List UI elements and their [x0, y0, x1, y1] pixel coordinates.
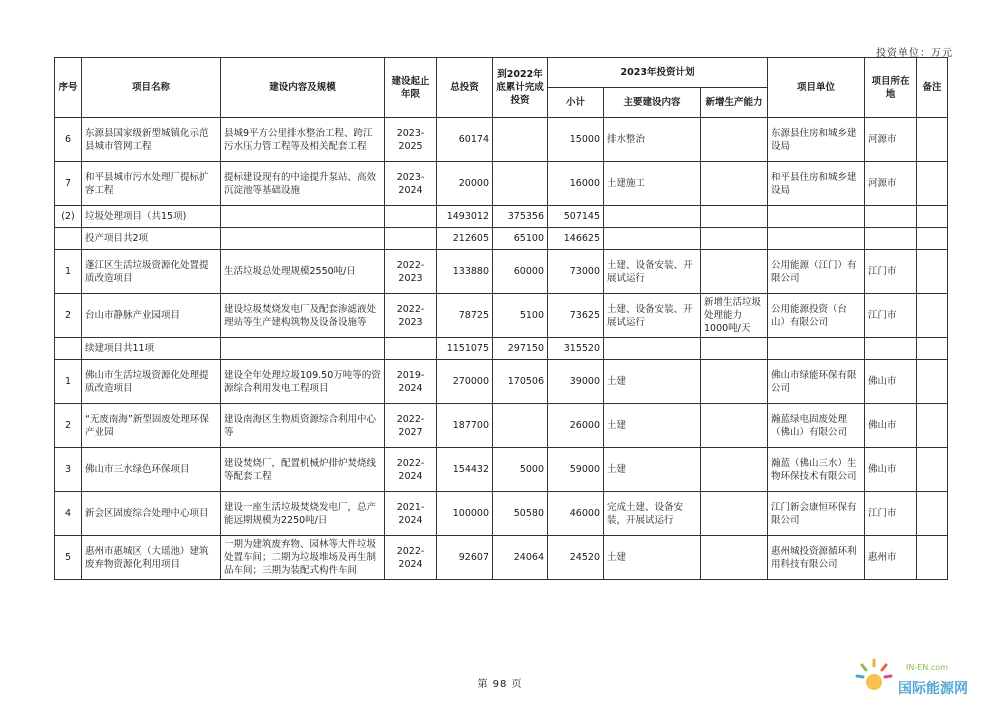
cell-content: 建设全年处理垃圾109.50万吨等的资源综合利用发电工程项目	[221, 360, 385, 404]
investment-table	[54, 57, 948, 580]
cell-main	[604, 206, 701, 228]
cell-unit	[768, 338, 865, 360]
cell-seq: 3	[55, 448, 82, 492]
cell-period	[385, 206, 437, 228]
cell-subtotal: 39000	[548, 360, 604, 404]
cell-seq: 2	[55, 404, 82, 448]
table-row	[55, 536, 948, 580]
cell-note	[917, 228, 948, 250]
cell-unit: 江门新会康恒环保有限公司	[768, 492, 865, 536]
cell-done	[493, 118, 548, 162]
cell-done: 24064	[493, 536, 548, 580]
cell-unit	[768, 206, 865, 228]
table-row	[55, 206, 948, 228]
cell-content	[221, 206, 385, 228]
header-seq: 序号	[55, 58, 82, 118]
cell-main: 土建	[604, 448, 701, 492]
cell-capacity	[701, 338, 768, 360]
cell-subtotal: 315520	[548, 338, 604, 360]
header-new-capacity: 新增生产能力	[701, 88, 768, 118]
cell-name: 和平县城市污水处理厂提标扩容工程	[82, 162, 221, 206]
cell-note	[917, 492, 948, 536]
cell-period	[385, 228, 437, 250]
cell-name: 台山市静脉产业园项目	[82, 294, 221, 338]
cell-capacity	[701, 360, 768, 404]
cell-unit: 东源县住房和城乡建设局	[768, 118, 865, 162]
cell-unit: 惠州城投资源循环利用科技有限公司	[768, 536, 865, 580]
cell-seq	[55, 338, 82, 360]
cell-capacity	[701, 206, 768, 228]
cell-done: 50580	[493, 492, 548, 536]
cell-done	[493, 404, 548, 448]
table-row	[55, 492, 948, 536]
cell-name: 佛山市三水绿色环保项目	[82, 448, 221, 492]
unit-label: 投资单位：万元	[876, 48, 953, 59]
cell-content: 建设一座生活垃圾焚烧发电厂，总产能远期规模为2250吨/日	[221, 492, 385, 536]
cell-total: 187700	[437, 404, 493, 448]
cell-main: 土建	[604, 360, 701, 404]
cell-note	[917, 404, 948, 448]
cell-main: 土建、设备安装、开展试运行	[604, 294, 701, 338]
table-row	[55, 294, 948, 338]
table-row	[55, 404, 948, 448]
cell-location: 佛山市	[865, 404, 917, 448]
cell-location: 惠州市	[865, 536, 917, 580]
cell-name: 投产项目共2项	[82, 228, 221, 250]
watermark-name: 国际能源网	[898, 681, 968, 697]
cell-subtotal: 146625	[548, 228, 604, 250]
cell-content	[221, 338, 385, 360]
cell-location	[865, 338, 917, 360]
cell-unit: 瀚蓝绿电固废处理（佛山）有限公司	[768, 404, 865, 448]
cell-capacity	[701, 448, 768, 492]
cell-done: 170506	[493, 360, 548, 404]
cell-main	[604, 338, 701, 360]
cell-capacity	[701, 536, 768, 580]
cell-seq: 1	[55, 360, 82, 404]
cell-content: 一期为建筑废弃物、园林等大件垃圾处置车间；二期为垃圾堆场及再生制品车间；三期为装配式构件车间	[221, 536, 385, 580]
cell-location: 河源市	[865, 118, 917, 162]
cell-content	[221, 228, 385, 250]
table-row	[55, 228, 948, 250]
cell-total: 154432	[437, 448, 493, 492]
cell-subtotal: 73000	[548, 250, 604, 294]
cell-seq: (2)	[55, 206, 82, 228]
cell-total: 60174	[437, 118, 493, 162]
cell-unit	[768, 228, 865, 250]
cell-total: 133880	[437, 250, 493, 294]
table-row	[55, 338, 948, 360]
cell-subtotal: 73625	[548, 294, 604, 338]
header-plan-2023: 2023年投资计划	[548, 58, 768, 88]
header-unit: 项目单位	[768, 58, 865, 118]
header-location: 项目所在地	[865, 58, 917, 118]
cell-capacity	[701, 228, 768, 250]
cell-subtotal: 15000	[548, 118, 604, 162]
cell-name: 新会区固废综合处理中心项目	[82, 492, 221, 536]
cell-done: 375356	[493, 206, 548, 228]
header-name: 项目名称	[82, 58, 221, 118]
cell-capacity	[701, 492, 768, 536]
cell-unit: 公用能源投资（台山）有限公司	[768, 294, 865, 338]
cell-subtotal: 24520	[548, 536, 604, 580]
cell-note	[917, 536, 948, 580]
cell-period: 2022-2027	[385, 404, 437, 448]
cell-content: 提标建设现有的中途提升泵站、高效沉淀池等基础设施	[221, 162, 385, 206]
cell-name: 东源县国家级新型城镇化示范县城市管网工程	[82, 118, 221, 162]
cell-main: 完成土建、设备安装，开展试运行	[604, 492, 701, 536]
cell-main	[604, 228, 701, 250]
cell-subtotal: 46000	[548, 492, 604, 536]
cell-total: 1151075	[437, 338, 493, 360]
cell-period: 2022-2024	[385, 536, 437, 580]
cell-period: 2023-2024	[385, 162, 437, 206]
cell-subtotal: 26000	[548, 404, 604, 448]
cell-note	[917, 338, 948, 360]
cell-capacity	[701, 404, 768, 448]
header-main-content: 主要建设内容	[604, 88, 701, 118]
cell-done: 297150	[493, 338, 548, 360]
table-row	[55, 162, 948, 206]
sun-logo-icon	[852, 656, 896, 696]
cell-location: 河源市	[865, 162, 917, 206]
cell-location: 江门市	[865, 294, 917, 338]
cell-unit: 公用能源（江门）有限公司	[768, 250, 865, 294]
cell-seq: 5	[55, 536, 82, 580]
cell-done	[493, 162, 548, 206]
cell-period: 2022-2023	[385, 294, 437, 338]
cell-location: 江门市	[865, 250, 917, 294]
cell-location: 江门市	[865, 492, 917, 536]
cell-location	[865, 228, 917, 250]
cell-period	[385, 338, 437, 360]
cell-main: 土建、设备安装、开展试运行	[604, 250, 701, 294]
cell-total: 212605	[437, 228, 493, 250]
cell-done: 65100	[493, 228, 548, 250]
cell-subtotal: 59000	[548, 448, 604, 492]
cell-note	[917, 162, 948, 206]
cell-content: 建设南海区生物质资源综合利用中心等	[221, 404, 385, 448]
table-row	[55, 360, 948, 404]
cell-note	[917, 448, 948, 492]
cell-content: 建设焚烧厂，配置机械炉排炉焚烧线等配套工程	[221, 448, 385, 492]
cell-period: 2022-2023	[385, 250, 437, 294]
cell-content: 生活垃圾总处理规模2550吨/日	[221, 250, 385, 294]
cell-location: 佛山市	[865, 448, 917, 492]
cell-content: 县城9平方公里排水整治工程、跨江污水压力管工程等及相关配套工程	[221, 118, 385, 162]
cell-total: 100000	[437, 492, 493, 536]
cell-main: 土建施工	[604, 162, 701, 206]
header-content: 建设内容及规模	[221, 58, 385, 118]
cell-capacity	[701, 250, 768, 294]
header-subtotal: 小计	[548, 88, 604, 118]
cell-main: 土建	[604, 404, 701, 448]
watermark	[852, 656, 992, 696]
header-note: 备注	[917, 58, 948, 118]
cell-capacity	[701, 162, 768, 206]
cell-note	[917, 294, 948, 338]
cell-note	[917, 206, 948, 228]
cell-note	[917, 360, 948, 404]
cell-done: 5100	[493, 294, 548, 338]
table-row	[55, 118, 948, 162]
table-row	[55, 250, 948, 294]
cell-main: 土建	[604, 536, 701, 580]
page-footer: 第 98 页	[477, 679, 523, 690]
cell-subtotal: 507145	[548, 206, 604, 228]
cell-done: 5000	[493, 448, 548, 492]
cell-name: “无废南海”新型固废处理环保产业园	[82, 404, 221, 448]
cell-seq: 7	[55, 162, 82, 206]
watermark-url: IN-EN.com	[906, 663, 948, 672]
cell-total: 20000	[437, 162, 493, 206]
cell-name: 惠州市惠城区（大瑶池）建筑废弃物资源化利用项目	[82, 536, 221, 580]
cell-capacity	[701, 118, 768, 162]
cell-seq: 6	[55, 118, 82, 162]
cell-done: 60000	[493, 250, 548, 294]
cell-total: 78725	[437, 294, 493, 338]
cell-unit: 瀚蓝（佛山三水）生物环保技术有限公司	[768, 448, 865, 492]
cell-capacity: 新增生活垃圾处理能力1000吨/天	[701, 294, 768, 338]
cell-name: 佛山市生活垃圾资源化处理提质改造项目	[82, 360, 221, 404]
cell-location	[865, 206, 917, 228]
cell-total: 270000	[437, 360, 493, 404]
cell-main: 排水整治	[604, 118, 701, 162]
cell-name: 垃圾处理项目（共15项)	[82, 206, 221, 228]
cell-period: 2021-2024	[385, 492, 437, 536]
cell-name: 蓬江区生活垃圾资源化处置提质改造项目	[82, 250, 221, 294]
cell-unit: 和平县住房和城乡建设局	[768, 162, 865, 206]
cell-seq	[55, 228, 82, 250]
cell-note	[917, 118, 948, 162]
cell-total: 1493012	[437, 206, 493, 228]
cell-seq: 1	[55, 250, 82, 294]
cell-content: 建设垃圾焚烧发电厂及配套渗滤液处理站等生产建构筑物及设备设施等	[221, 294, 385, 338]
cell-subtotal: 16000	[548, 162, 604, 206]
cell-location: 佛山市	[865, 360, 917, 404]
cell-unit: 佛山市绿能环保有限公司	[768, 360, 865, 404]
header-period: 建设起止年限	[385, 58, 437, 118]
cell-seq: 2	[55, 294, 82, 338]
cell-seq: 4	[55, 492, 82, 536]
header-done-2022: 到2022年底累计完成投资	[493, 58, 548, 118]
header-total: 总投资	[437, 58, 493, 118]
cell-period: 2019-2024	[385, 360, 437, 404]
cell-period: 2023-2025	[385, 118, 437, 162]
cell-total: 92607	[437, 536, 493, 580]
table-row	[55, 448, 948, 492]
cell-period: 2022-2024	[385, 448, 437, 492]
cell-note	[917, 250, 948, 294]
cell-name: 续建项目共11项	[82, 338, 221, 360]
